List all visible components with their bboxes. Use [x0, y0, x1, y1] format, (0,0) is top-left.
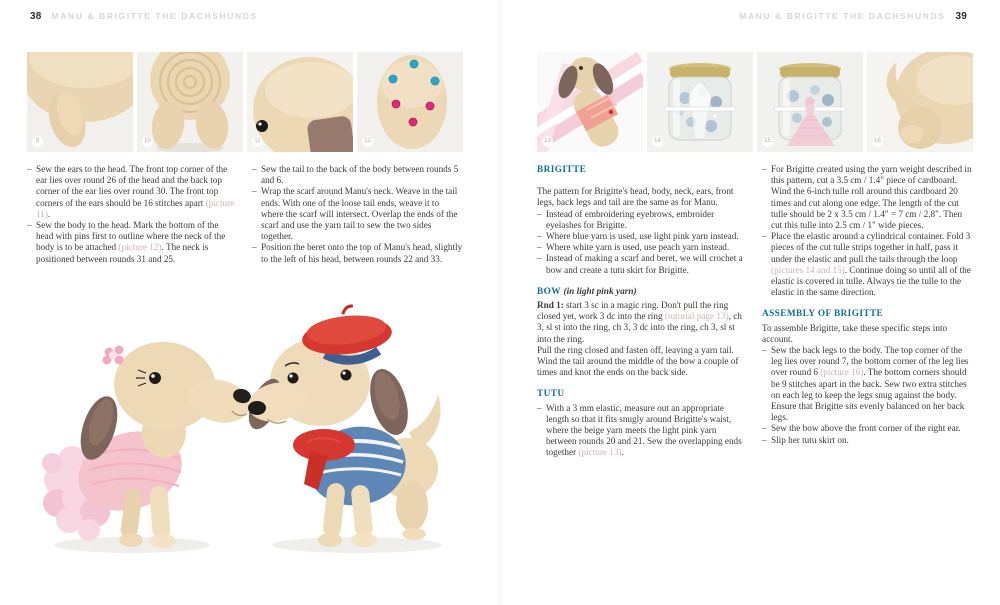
bullet-dash: – [537, 402, 542, 413]
running-title: MANU & BRIGITTE THE DACHSHUNDS [51, 11, 258, 21]
instruction-text: Slip her tutu skirt on. [771, 434, 849, 445]
photo-badge: 14 [652, 136, 663, 147]
instruction-bullet [252, 242, 463, 264]
instruction-bullet [27, 164, 238, 220]
bullet-dash: – [762, 164, 767, 174]
running-title: MANU & BRIGITTE THE DACHSHUNDS [739, 11, 946, 21]
instruction-text: Sew the tail to the back of the body between rounds 5 and 6. [261, 164, 459, 186]
bullet-dash: – [762, 434, 767, 445]
bullet-dash: – [537, 242, 542, 253]
heading-bow: BOW (in light pink yarn) [537, 286, 637, 297]
heading-brigitte: BRIGITTE [537, 165, 587, 175]
manu-doll [242, 302, 440, 547]
text-columns-right [537, 164, 973, 459]
bullet-dash: – [252, 242, 257, 253]
instruction-bullet [537, 253, 748, 275]
instruction-text: Sew the body to the head. Mark the bottom of the head with pins first to outline where the neck of the body is to be attached (picture 12). The neck is positioned between rounds 31 and 25. [36, 220, 226, 264]
photo-9-illustration [27, 52, 133, 152]
dachshunds-illustration [27, 298, 463, 590]
heading-tutu: TUTU [537, 389, 565, 400]
bullet-dash: – [252, 164, 257, 174]
bullet-dash: – [252, 186, 257, 197]
photo-badge: 13 [542, 136, 553, 147]
page-spine [497, 0, 503, 605]
photo-badge: 11 [252, 136, 263, 147]
bullet-dash: – [762, 423, 767, 434]
page-number: 39 [955, 11, 967, 22]
instruction-text: Instead of embroidering eyebrows, embroider eyelashes for Brigitte. [546, 208, 715, 230]
instruction-text: Where blue yarn is used, use light pink yarn instead. [546, 231, 739, 242]
brigitte-doll [42, 335, 254, 548]
photo-14-illustration [647, 52, 753, 152]
bullet-dash: – [27, 220, 32, 231]
instruction-bullet [252, 186, 463, 242]
step-photo-9 [27, 52, 133, 152]
photo-15-illustration [757, 52, 863, 152]
photo-12-illustration [357, 52, 463, 152]
text-column-1 [537, 164, 748, 459]
step-photo-row-left [27, 52, 463, 152]
step-photo-12 [357, 52, 463, 152]
instruction-bullet [762, 231, 973, 298]
step-photo-14 [647, 52, 753, 152]
instruction-bullet [762, 435, 973, 446]
instruction-bullet [537, 242, 748, 253]
photo-10-illustration [137, 52, 243, 152]
bullet-dash: – [537, 231, 542, 242]
instruction-bullet [762, 423, 973, 434]
photo-badge: 16 [872, 136, 883, 147]
text-column-2 [762, 164, 973, 459]
page-header-left [30, 11, 258, 22]
text-column-1 [27, 164, 238, 265]
instruction-text: Where white yarn is used, use peach yarn instead. [546, 242, 730, 253]
instruction-text: Sew the ears to the head. The front top corner of the ear lies over round 26 of the head and the back top corner of the ear lies over round 30. The front top corners of the ears should be 16 stitches apart (picture 11). [36, 164, 235, 219]
instruction-text: Place the elastic around a cylindrical container. Fold 3 pieces of the cut tulle strips together in half, pass it under the elastic and pull the tails through the loop (pictures 14 and 15). Continue doing so until all of the elastic is covered in tulle. Always tie the tulle to the elastic in the same direction. [771, 231, 971, 298]
photo-13-illustration [537, 52, 643, 152]
instruction-bullet [537, 231, 748, 242]
instruction-bullet [537, 209, 748, 231]
photo-badge: 15 [762, 136, 773, 147]
step-photo-11 [247, 52, 353, 152]
step-photo-15 [757, 52, 863, 152]
photo-badge: 9 [32, 136, 43, 147]
instruction-bullet [537, 403, 748, 459]
instruction-bullet [252, 164, 463, 186]
instruction-text: Position the beret onto the top of Manu's head, slightly to the left of his head, between rounds 22 and 33. [261, 242, 463, 264]
instruction-bullet [762, 345, 973, 423]
bow-finishing: Pull the ring closed and fasten off, leaving a yarn tail. Wind the tail around the middle of the bow a couple of times and knot the ends on the back side. [537, 344, 739, 378]
page-39 [500, 0, 1000, 605]
head-with-pins [377, 55, 447, 149]
page-header-right [739, 11, 967, 22]
photo-11-illustration [247, 52, 353, 152]
bullet-dash: – [762, 231, 767, 242]
photo-badge: 12 [362, 136, 373, 147]
assembly-intro: To assemble Brigitte, take these specific steps into account. [762, 322, 948, 344]
instruction-text: With a 3 mm elastic, measure out an appropriate length so that it fits snugly around Brigitte's waist, where the beige yarn meets the light pink yarn between rounds 20 and 21. Sew the overlapping ends together (picture 13). [546, 402, 742, 458]
bullet-dash: – [537, 208, 542, 219]
instruction-bullet [27, 220, 238, 265]
text-columns-left [27, 164, 463, 265]
photo-badge: 10 [142, 136, 153, 147]
instruction-text: For Brigitte created using the yarn weight described in this pattern, cut a 3.5 cm / 1.4" piece of cardboard. Wind the 6-inch tulle roll around this cardboard 20 times and cut along one edge. The length of the cut tulle should be 2 x 3.5 cm / 1.4" = 7 cm / 2.8". Then cut this tulle into 2.5 cm / 1" wide pieces. [771, 164, 972, 231]
main-photo-dachshunds [27, 298, 463, 590]
step-photo-row-right [537, 52, 973, 152]
step-photo-16 [867, 52, 973, 152]
bullet-dash: – [27, 164, 32, 174]
page-number: 38 [30, 11, 42, 22]
bullet-dash: – [762, 345, 767, 356]
hair-flower [103, 346, 124, 365]
instruction-text: Instead of making a scarf and beret, we will crochet a bow and create a tutu skirt for Brigitte. [546, 253, 743, 275]
photo-16-illustration [867, 52, 973, 152]
step-photo-13 [537, 52, 643, 152]
instruction-text: Sew the bow above the front corner of the right ear. [771, 423, 961, 434]
text-column-2 [252, 164, 463, 265]
heading-assembly-of-brigitte: ASSEMBLY OF BRIGITTE [762, 309, 884, 320]
step-photo-10 [137, 52, 243, 152]
bullet-dash: – [537, 253, 542, 264]
instruction-text: Wrap the scarf around Manu's neck. Weave in the tail ends. With one of the loose tail ends, weave it to where the scarf will intersect. Overlap the ends of the scarf and use the yarn tail to sew the two sides together. [261, 186, 458, 242]
instruction-text: Sew the back legs to the body. The top corner of the leg lies over round 7, the bottom corner of the leg lies over round 6 (picture 16). The bottom corners should be 9 stitches apart in the back. Sew two extra stitches on each leg to keep the legs snug against the body. Ensure that Brigitte sits evenly balanced on her back legs. [771, 345, 969, 423]
brigitte-intro: The pattern for Brigitte's head, body, neck, ears, front legs, back legs and tail are the same as for Manu. [537, 186, 734, 208]
instruction-bullet [762, 164, 973, 231]
bow-round-1: Rnd 1: start 3 sc in a magic ring. Don't pull the ring closed yet, work 3 dc into the ring (tutorial page 13), ch 3, sl st into the ring, ch 3, 3 dc into the ring, ch 3, sl st into the ring. [537, 300, 742, 344]
